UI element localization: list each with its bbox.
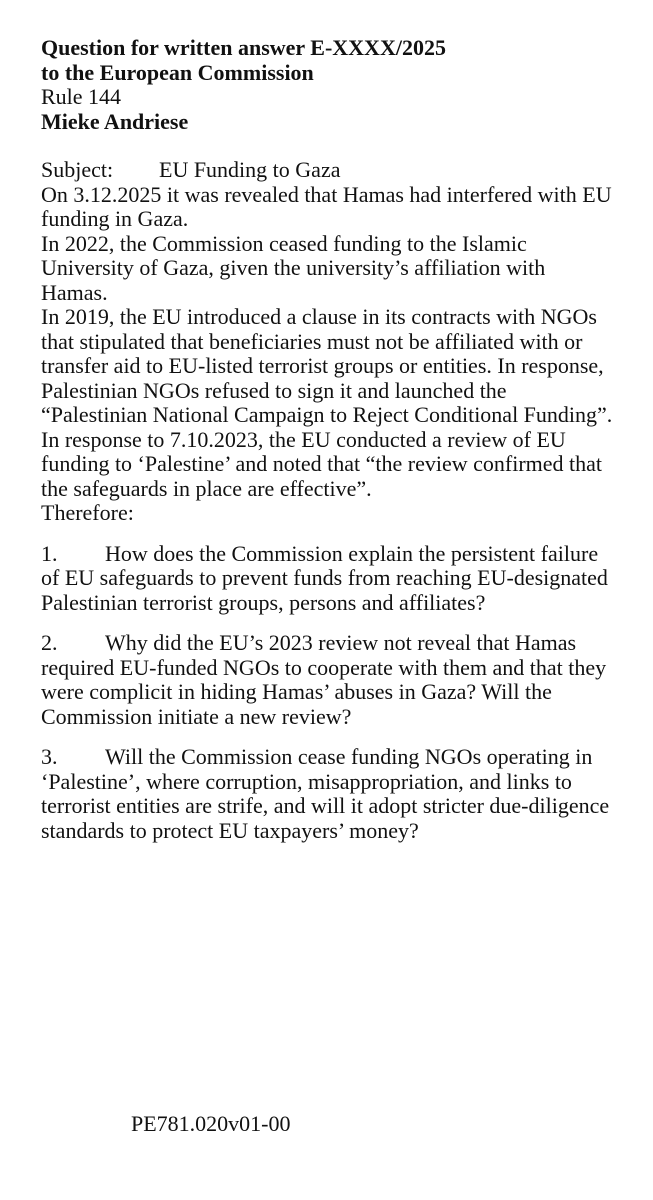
paragraph-intro: On 3.12.2025 it was revealed that Hamas had interfered with EU funding in Gaza.	[41, 181, 612, 231]
question-title: Question for written answer E-XXXX/2025	[41, 35, 446, 60]
subject-value: EU Funding to Gaza	[159, 157, 341, 182]
subject-label: Subject:	[41, 157, 114, 182]
question-number: 1.	[41, 540, 58, 566]
subject-line	[41, 158, 616, 183]
question-text: Why did the EU’s 2023 review not reveal that Hamas required EU-funded NGOs to cooperate with them and that they were complicit in hiding Hamas’ abuses in Gaza? Will the Commission initiate a new review?	[41, 630, 607, 729]
question-number: 2.	[41, 630, 58, 655]
document-page	[41, 36, 616, 843]
author-name: Mieke Andriese	[41, 108, 189, 134]
question-number: 3.	[41, 744, 58, 769]
question-text: Will the Commission cease funding NGOs operating in ‘Palestine’, where corruption, misappropriation, and links to terrorist entities are strife, and will it adopt stricter due-diligence standards to protect EU taxpayers’ money?	[41, 744, 610, 843]
question-item	[41, 631, 616, 729]
therefore-label: Therefore:	[41, 500, 134, 525]
question-item	[41, 745, 616, 843]
paragraph-review: In response to 7.10.2023, the EU conducted a review of EU funding to ‘Palestine’ and noted that “the review confirmed that the safeguards in place are effective”.	[41, 426, 603, 501]
addressee: to the European Commission	[41, 59, 314, 85]
rule-reference: Rule 144	[41, 84, 122, 109]
question-header	[41, 36, 616, 134]
paragraph-2022: In 2022, the Commission ceased funding to the Islamic University of Gaza, given the university’s affiliation with Hamas.	[41, 230, 546, 305]
paragraph-2019: In 2019, the EU introduced a clause in its contracts with NGOs that stipulated that beneficiaries must not be affiliated with or transfer aid to EU-listed terrorist groups or entities. In response, Palestinian NGOs refused to sign it and launched the “Palestinian National Campaign to Reject Conditional Funding”.	[41, 304, 613, 427]
document-reference: PE781.020v01-00	[131, 1111, 291, 1136]
question-text: How does the Commission explain the persistent failure of EU safeguards to prevent funds from reaching EU-designated Palestinian terrorist groups, persons and affiliates?	[41, 540, 608, 615]
questions-list	[41, 542, 616, 844]
question-item	[41, 542, 616, 616]
